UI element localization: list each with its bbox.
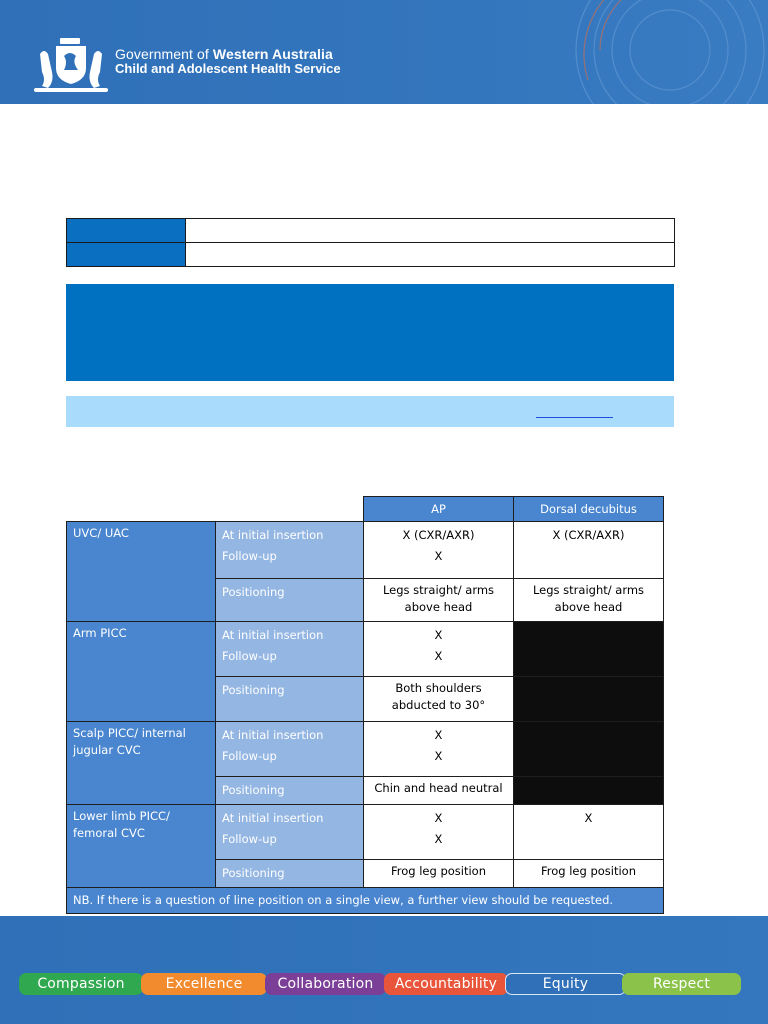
table-footnote: NB. If there is a question of line position on a single view, a further view should be requested. bbox=[67, 888, 664, 914]
ap-cell: X X bbox=[364, 722, 514, 777]
value-accountability: Accountability bbox=[384, 973, 508, 995]
timing-labels: At initial insertion Follow-up bbox=[216, 805, 364, 860]
timing-labels: At initial insertion Follow-up bbox=[216, 522, 364, 579]
positioning-label: Positioning bbox=[216, 579, 364, 622]
dorsal-cell-not-applicable bbox=[514, 722, 664, 777]
timing-labels: At initial insertion Follow-up bbox=[216, 622, 364, 677]
positioning-label: Positioning bbox=[216, 677, 364, 722]
wa-government-crest-icon bbox=[32, 36, 110, 94]
table-row bbox=[67, 805, 664, 860]
ap-cell: X X bbox=[364, 805, 514, 860]
info-label-cell bbox=[67, 243, 186, 267]
column-header-dorsal-decubitus: Dorsal decubitus bbox=[514, 497, 664, 522]
value-collaboration: Collaboration bbox=[265, 973, 386, 995]
ap-positioning-cell: Legs straight/ arms above head bbox=[364, 579, 514, 622]
header-banner bbox=[0, 0, 768, 104]
org-name-line2: Child and Adolescent Health Service bbox=[115, 61, 341, 76]
ap-positioning-cell: Chin and head neutral bbox=[364, 777, 514, 805]
row-group-label: Scalp PICC/ internal jugular CVC bbox=[67, 722, 216, 805]
ap-cell: X X bbox=[364, 622, 514, 677]
imaging-views-table bbox=[66, 496, 664, 914]
row-group-label: UVC/ UAC bbox=[67, 522, 216, 622]
value-equity: Equity bbox=[505, 973, 626, 995]
dorsal-cell-not-applicable bbox=[514, 777, 664, 805]
info-value-cell bbox=[186, 219, 675, 243]
table-row bbox=[67, 722, 664, 777]
positioning-label: Positioning bbox=[216, 777, 364, 805]
dorsal-positioning-cell: Frog leg position bbox=[514, 860, 664, 888]
footer-banner bbox=[0, 916, 768, 1024]
column-header-ap: AP bbox=[364, 497, 514, 522]
row-group-label: Arm PICC bbox=[67, 622, 216, 722]
org-name-line1: Government of Western Australia bbox=[115, 46, 333, 62]
value-excellence: Excellence bbox=[141, 973, 267, 995]
ap-positioning-cell: Both shoulders abducted to 30° bbox=[364, 677, 514, 722]
ap-positioning-cell: Frog leg position bbox=[364, 860, 514, 888]
decorative-rings bbox=[560, 0, 768, 104]
table-row bbox=[67, 888, 664, 914]
ap-cell: X (CXR/AXR) X bbox=[364, 522, 514, 579]
policy-notice-banner bbox=[66, 396, 674, 427]
table-corner bbox=[216, 497, 364, 522]
document-info-table bbox=[66, 218, 675, 267]
timing-labels: At initial insertion Follow-up bbox=[216, 722, 364, 777]
table-corner bbox=[67, 497, 216, 522]
row-group-label: Lower limb PICC/ femoral CVC bbox=[67, 805, 216, 888]
dorsal-cell-not-applicable bbox=[514, 677, 664, 722]
table-row bbox=[67, 522, 664, 579]
dorsal-cell-not-applicable bbox=[514, 622, 664, 677]
value-respect: Respect bbox=[622, 973, 741, 995]
table-row bbox=[67, 622, 664, 677]
notice-link[interactable] bbox=[536, 417, 613, 418]
dorsal-positioning-cell: Legs straight/ arms above head bbox=[514, 579, 664, 622]
dorsal-cell: X bbox=[514, 805, 664, 860]
positioning-label: Positioning bbox=[216, 860, 364, 888]
info-value-cell bbox=[186, 243, 675, 267]
value-compassion: Compassion bbox=[19, 973, 143, 995]
dorsal-cell: X (CXR/AXR) bbox=[514, 522, 664, 579]
info-label-cell bbox=[67, 219, 186, 243]
guideline-banner bbox=[66, 284, 674, 381]
